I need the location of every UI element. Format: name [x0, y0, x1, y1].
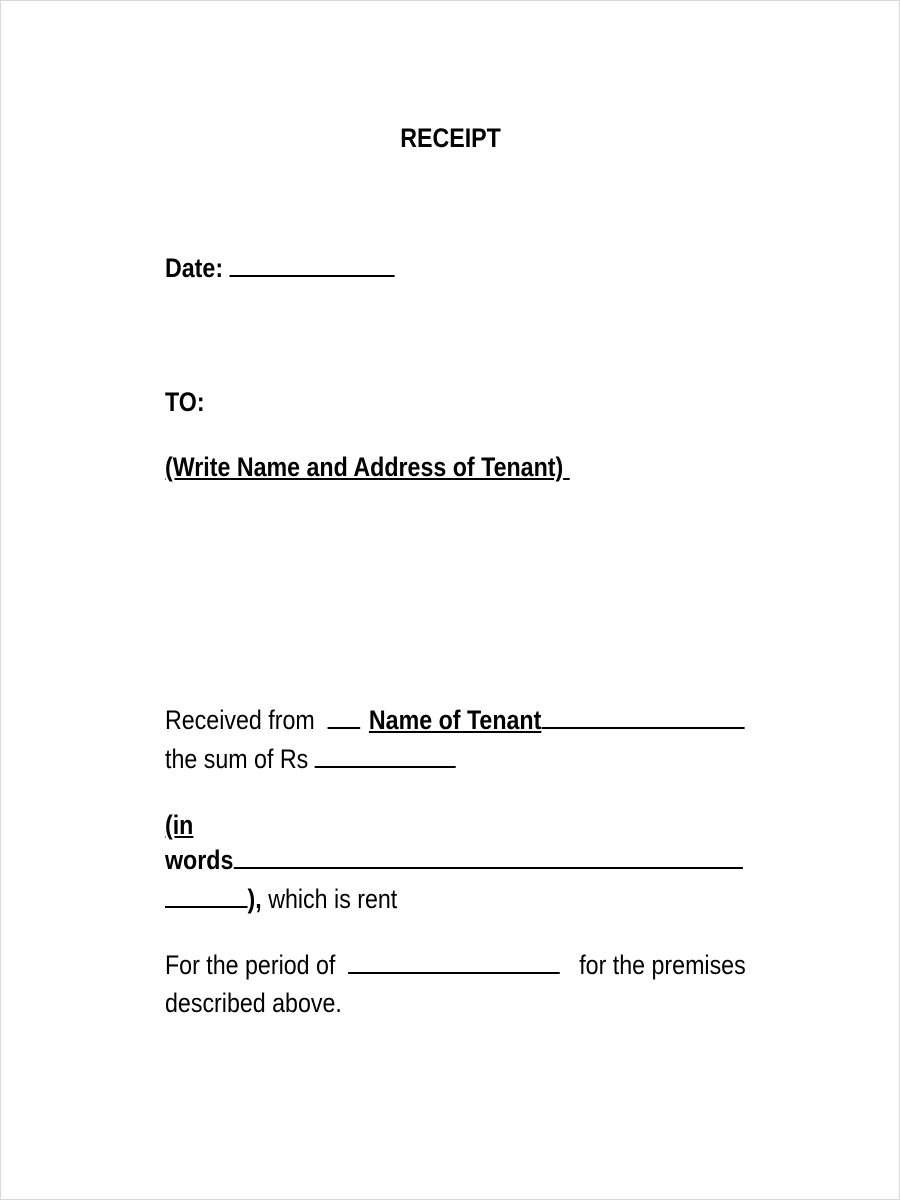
receipt-title: RECEIPT [400, 123, 502, 153]
rent-label: which is rent [268, 884, 398, 914]
described-line [165, 988, 371, 1019]
words-blank[interactable] [233, 867, 742, 869]
words-label: words [165, 845, 234, 875]
period-prefix: For the period of [165, 950, 336, 980]
described-label: described above. [165, 988, 342, 1018]
in-words-line-2 [165, 845, 837, 876]
to-line [165, 387, 211, 418]
in-label: (in [165, 810, 194, 840]
period-suffix: for the premises [579, 950, 746, 980]
date-line [165, 253, 432, 284]
date-label: Date: [165, 253, 224, 283]
to-label: TO: [165, 387, 205, 417]
close-paren: ), [247, 884, 262, 914]
received-from-blank-2[interactable] [541, 727, 744, 729]
words-blank-continued[interactable] [165, 906, 248, 908]
in-words-line-1 [165, 810, 198, 841]
tenant-address-line [165, 452, 636, 483]
tenant-name-field[interactable]: Name of Tenant [368, 705, 542, 735]
period-line [165, 950, 840, 981]
sum-amount-blank[interactable] [315, 766, 456, 768]
rent-line [165, 884, 435, 915]
received-from-blank-1[interactable] [328, 727, 361, 729]
received-from-label: Received from [165, 705, 315, 735]
date-blank[interactable] [230, 275, 395, 277]
tenant-address-placeholder: (Write Name and Address of Tenant) [165, 452, 564, 482]
received-from-line [165, 705, 839, 736]
period-blank[interactable] [348, 972, 560, 974]
sum-label: the sum of Rs [165, 744, 309, 774]
sum-line [165, 744, 503, 775]
